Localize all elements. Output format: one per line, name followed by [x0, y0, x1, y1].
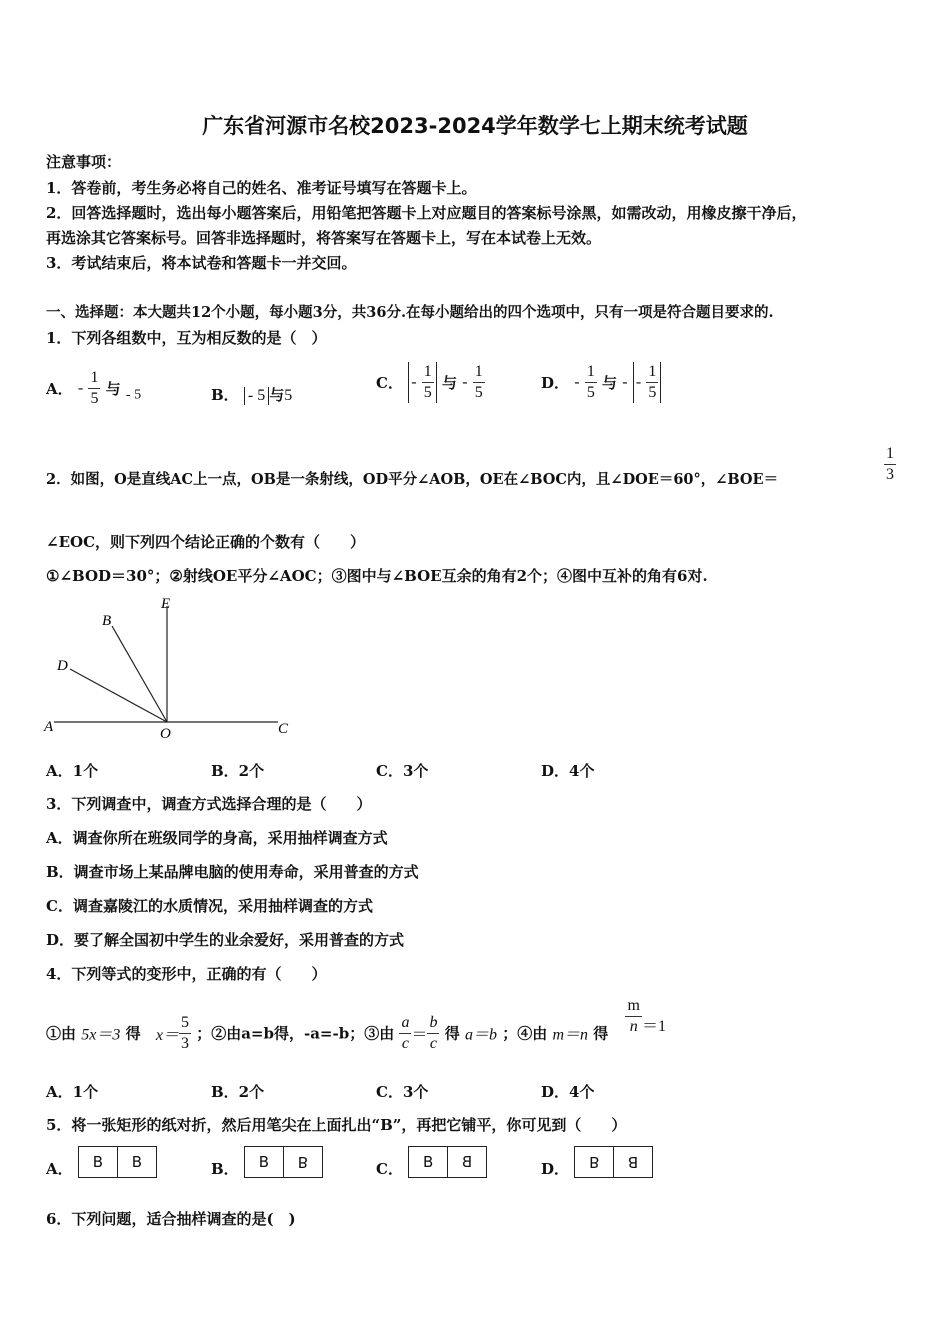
note-item: 1．答卷前，考生务必将自己的姓名、准考证号填写在答题卡上。 [46, 179, 477, 197]
math-text: - [622, 373, 628, 391]
denominator: 3 [886, 466, 894, 483]
letter-b-rotated [613, 1147, 652, 1177]
math-text: - [411, 373, 417, 391]
denominator: 5 [648, 384, 657, 401]
q5-option-c [376, 1146, 487, 1179]
math-text: - [574, 373, 580, 391]
q1-option-c [376, 362, 485, 403]
option-label: A． [46, 1160, 73, 1178]
numerator: b [427, 1013, 439, 1034]
math-text: - [635, 373, 642, 391]
letter-b-flipped [283, 1147, 322, 1177]
q2-option-d: D．4个 [541, 762, 595, 780]
paper-figure [574, 1146, 653, 1178]
math-text: ＝ [411, 1026, 428, 1044]
fraction [884, 444, 896, 485]
denominator: 5 [586, 384, 595, 401]
math-text: ＝1 [641, 1018, 666, 1035]
denominator: 5 [423, 384, 432, 401]
fraction [625, 996, 641, 1037]
text: ①由 [46, 1024, 77, 1043]
option-label: B． [211, 1160, 239, 1178]
paper-figure [78, 1146, 157, 1178]
paper-figure [408, 1146, 487, 1178]
q4-statement [46, 996, 666, 1054]
q4-option-a: A．1个 [46, 1083, 99, 1101]
equation: m＝n [552, 1026, 588, 1044]
letter-b-glyph: B [462, 1153, 473, 1171]
q3-option-d: D．要了解全国初中学生的业余爱好，采用普查的方式 [46, 931, 405, 949]
equation: x＝ [155, 1026, 179, 1044]
equation: a＝b [464, 1026, 497, 1044]
math-text: - [77, 379, 84, 397]
label-a: A [44, 719, 54, 735]
text: ；④由 [502, 1024, 548, 1043]
q3-option-c: C．调查嘉陵江的水质情况，采用抽样调查的方式 [46, 897, 373, 915]
question-6-stem: 6．下列问题，适合抽样调查的是( ) [46, 1210, 296, 1228]
text: 与 [441, 374, 457, 392]
notes-heading: 注意事项： [46, 153, 122, 171]
label-b: B [102, 613, 112, 629]
note-item: 再选涂其它答案标号。回答非选择题时，将答案写在答题卡上，写在本试卷上无效。 [46, 229, 602, 247]
option-label: D． [541, 374, 570, 392]
text: ；②由a=b得，-a=-b；③由 [196, 1024, 395, 1043]
option-label: C． [376, 1160, 403, 1178]
letter-b: B [117, 1147, 156, 1177]
page-title: 广东省河源市名校2023-2024学年数学七上期末统考试题 [202, 114, 748, 138]
math-text: - 5 [125, 387, 142, 403]
denominator: 5 [90, 390, 99, 407]
letter-b-glyph: B [628, 1153, 639, 1171]
option-label: D． [541, 1160, 570, 1178]
question-3-stem: 3．下列调查中，调查方式选择合理的是（ ） [46, 795, 372, 813]
fraction [179, 1013, 191, 1054]
question-2-stem: 2．如图，O是直线AC上一点，OB是一条射线，OD平分∠AOB，OE在∠BOC内，且∠DOE＝60°，∠BOE＝ [46, 471, 779, 488]
math-text: - [462, 373, 468, 391]
numerator: 5 [179, 1013, 191, 1034]
fraction [399, 1013, 411, 1054]
q2-option-a: A．1个 [46, 762, 99, 780]
denominator: c [401, 1034, 409, 1052]
letter-b: B [92, 1153, 104, 1171]
q1-option-b [211, 384, 292, 405]
question-2-statements: ①∠BOD＝30°；②射线OE平分∠AOC；③图中与∠BOE互余的角有2个；④图中互补的角有6对. [46, 567, 708, 585]
fraction [585, 362, 597, 403]
numerator: m [625, 996, 641, 1017]
letter-b-glyph: B [297, 1153, 309, 1171]
option-label: C． [376, 374, 403, 392]
text: 得 [444, 1024, 460, 1043]
q5-option-a [46, 1146, 157, 1179]
numerator: a [399, 1013, 411, 1034]
q1-option-d [541, 362, 661, 403]
q5-option-d [541, 1146, 653, 1179]
text: 与 [602, 374, 618, 392]
q1-option-a [46, 368, 141, 409]
denominator: n [629, 1018, 638, 1035]
q4-option-d: D．4个 [541, 1083, 595, 1101]
q4-option-b: B．2个 [211, 1083, 265, 1101]
q3-option-b: B．调查市场上某品牌电脑的使用寿命，采用普查的方式 [46, 863, 419, 881]
letter-b-glyph: B [589, 1153, 600, 1171]
option-label: B． [211, 386, 239, 404]
angle-diagram [40, 592, 300, 747]
abs-value [408, 362, 437, 403]
numerator: 1 [884, 444, 896, 465]
denominator: 3 [180, 1034, 189, 1052]
math-text: 5 [284, 387, 293, 404]
label-e: E [161, 596, 171, 612]
question-4-stem: 4．下列等式的变形中，正确的有（ ） [46, 965, 327, 983]
abs-value: - 5 [244, 387, 269, 405]
numerator: 1 [88, 368, 100, 389]
numerator: 1 [473, 362, 485, 383]
fraction [422, 362, 434, 403]
q2-option-c: C．3个 [376, 762, 429, 780]
equation: 5x＝3 [81, 1026, 121, 1044]
question-1-stem: 1．下列各组数中，互为相反数的是（ ） [46, 329, 327, 347]
label-c: C [278, 721, 289, 737]
denominator: 5 [474, 384, 483, 401]
letter-b: B [423, 1153, 434, 1171]
fraction [646, 362, 658, 403]
letter-b-flipped [575, 1147, 613, 1177]
q2-option-b: B．2个 [211, 762, 265, 780]
numerator: 1 [646, 362, 658, 383]
fraction [473, 362, 485, 403]
q5-option-b [211, 1146, 323, 1179]
numerator: 1 [422, 362, 434, 383]
fraction [88, 368, 100, 409]
question-2-stem-cont: ∠EOC，则下列四个结论正确的个数有（ ） [46, 533, 366, 551]
text: 得 [125, 1024, 141, 1043]
section-heading: 一、选择题：本大题共12个小题，每小题3分，共36分.在每小题给出的四个选项中，只有一项是符合题目要求的. [46, 304, 774, 321]
q4-option-c: C．3个 [376, 1083, 429, 1101]
question-5-stem: 5．将一张矩形的纸对折，然后用笔尖在上面扎出“B”，再把它铺平，你可见到（ ） [46, 1116, 627, 1134]
option-label: A． [46, 380, 73, 398]
letter-b-mirrored [447, 1147, 486, 1177]
denominator: c [429, 1034, 437, 1052]
numerator: 1 [585, 362, 597, 383]
text: 得 [593, 1024, 609, 1043]
abs-value [633, 362, 662, 403]
fraction [427, 1013, 439, 1054]
q3-option-a: A．调查你所在班级同学的身高，采用抽样调查方式 [46, 829, 388, 847]
fraction-inner [884, 444, 896, 485]
paper-figure [244, 1146, 323, 1178]
letter-b: B [258, 1153, 270, 1171]
label-o: O [160, 726, 171, 742]
label-d: D [57, 658, 68, 674]
text: 与 [269, 386, 285, 404]
text: 与 [105, 380, 121, 398]
note-item: 2．回答选择题时，选出每小题答案后，用铅笔把答题卡上对应题目的答案标号涂黑，如需改动，用橡皮擦干净后， [46, 204, 807, 222]
note-item: 3．考试结束后，将本试卷和答题卡一并交回。 [46, 254, 357, 272]
